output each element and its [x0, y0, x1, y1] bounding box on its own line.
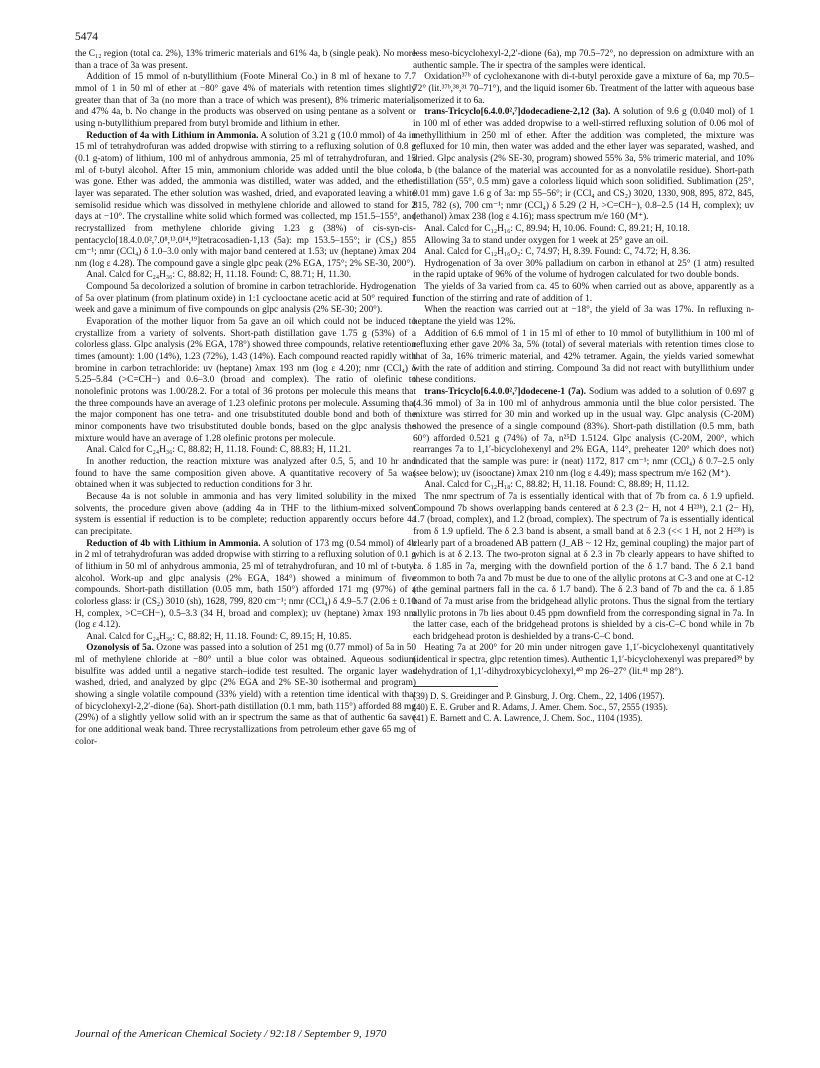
paragraph-text: Allowing 3a to stand under oxygen for 1 week at 25° gave an oil. [424, 235, 669, 246]
paragraph [413, 643, 754, 678]
paragraph [413, 49, 754, 72]
reference-item: (40) E. E. Gruber and R. Adams, J. Amer. Chem. Soc., 57, 2555 (1935). [413, 702, 668, 713]
paragraph [413, 305, 754, 328]
paragraph-text: Hydrogenation of 3a over 30% palladium on carbon in ethanol at 25° (1 atm) resulted in the rapid uptake of 96% of the volume of hydrogen calculated for two double bonds. [413, 258, 754, 281]
references [413, 691, 754, 723]
section-heading: Reduction of 4a with Lithium in Ammonia. [86, 130, 259, 141]
paragraph [413, 387, 754, 480]
paragraph [413, 224, 754, 236]
paragraph [75, 643, 416, 748]
section-heading: trans-Tricyclo[6.4.0.0²,⁷]dodecadiene-2,12 (3a). [424, 107, 611, 118]
paragraph [75, 539, 416, 632]
paragraph [413, 480, 754, 492]
paragraph-text: Ozone was passed into a solution of 251 mg (0.77 mmol) of 5a in 50 ml of methylene chloride at −80° until a blue color was obtained. Aqueous sodium bisulfite was added until a negative starch–iodide test resulted. The organic layer was washed, dried, and analyzed by glpc (2% EGA and 2% SE-30 isothermal and program) showing a single volatile compound (33% yield) with a retention time identical with that of bicyclohexyl-2,2′-dione (6a). Short-path distillation (0.1 mm, bath 115°) afforded 88 mg (29%) of a slightly yellow solid with an ir spectrum the same as that of authentic 6a save for one additional weak band. Three recrystallizations from petroleum ether gave 65 mg of color- [75, 643, 416, 747]
paragraph-text: Anal. Calcd for C₂₄H₃₆: C, 88.82; H, 11.18. Found: C, 88.83; H, 11.21. [86, 445, 352, 456]
paragraph-text: less meso-bicyclohexyl-2,2′-dione (6a), mp 70.5–72°, no depression on admixture with an authentic sample. The ir spectra of the samples were identical. [413, 49, 754, 71]
paragraph-text: Anal. Calcd for C₁₂H₁₆O₂: C, 74.97; H, 8.39. Found: C, 74.72; H, 8.36. [424, 247, 691, 258]
footnote-rule [413, 686, 498, 687]
paragraph-text: Anal. Calcd for C₂₄H₃₆: C, 88.82; H, 11.18. Found: C, 88.71; H, 11.30. [86, 270, 352, 281]
paragraph [413, 282, 754, 305]
section-heading: Ozonolysis of 5a. [86, 643, 154, 654]
paragraph [75, 49, 416, 72]
paragraph-text: Addition of 15 mmol of n-butyllithium (Foote Mineral Co.) in 8 ml of hexane to 7.7 mmol of 1 in 50 ml of ether at −80° gave 4% of materials with retention times slightly greater than that of 3a (no more than a trace of which was present), 8% trimeric material, and 47% 4a, b. No change in the products was observed on using pentane as a solvent or using n-butyllithium prepared from butyl bromide and lithium in ether. [75, 72, 416, 129]
paragraph [413, 72, 754, 107]
paragraph-text: A solution of 173 mg (0.54 mmol) of 4b in 2 ml of tetrahydrofuran was added dropwise with stirring to a refluxing solution of 0.1 g of lithium in 50 ml of anhydrous ammonia, 25 ml of tetrahydrofuran, and 10 ml of t-butyl alcohol. Work-up and glpc analysis (2% EGA, 184°) showed a minimum of five compounds. Short-path distillation (0.05 mm, bath 150°) afforded 171 mg (97%) of a colorless glass: ir (CS₂) 3010 (sh), 1628, 799, 820 cm⁻¹; nmr (CCl₄) δ 4.9–5.7 (2.06 ± 0.10 H, complex, >C=CH−), 0.5–3.3 (34 H, broad and complex); uv (heptane) λmax 193 nm (log ε 4.12). [75, 538, 417, 631]
paragraph [75, 445, 416, 457]
left-column [75, 49, 416, 748]
paragraph-text: Anal. Calcd for C₂₄H₃₆: C, 88.82; H, 11.18. Found: C, 89.15; H, 10.85. [86, 631, 352, 642]
section-heading: trans-Tricyclo[6.4.0.0²,⁷]dodecene-1 (7a). [424, 387, 587, 398]
paragraph [413, 259, 754, 282]
paragraph [75, 492, 416, 539]
paragraph [413, 236, 754, 248]
paragraph-text: Evaporation of the mother liquor from 5a gave an oil which could not be induced to crystallize from a variety of solvents. Short-path distillation gave 1.75 g (53%) of a colorless glass. Glpc analysis (2% EGA, 178°) showed three compounds, relative retention times (amount): 1.00 (14%), 1.23 (72%), 1.43 (14%). Each compound reacted rapidly with bromine in carbon tetrachloride: uv (heptane) λmax 193 nm (log ε 4.20); nmr (CCl₄) δ 5.25–5.84 (>C=CH−) and 0.6–3.0 (broad and complex). The ratio of olefinic to nonolefinic protons was 1.00/28.2. For a total of 36 protons per molecule this means that the three compounds have an average of 1.23 olefinic protons per molecule. Assuming that the major component has one tetra- and one trisubstituted double bond and both of the minor components have two trisubstituted double bonds, based on the glpc analysis the mixture would have an average of 1.28 olefinic protons per molecule. [75, 317, 416, 444]
paragraph-text: Sodium was added to a solution of 0.697 g (4.36 mmol) of 3a in 100 ml of anhydrous ammonia until the blue color persisted. The mixture was stirred for 30 min and worked up in the usual way. Glpc analysis (C-20M) showed the presence of a single compound (83%). Short-path distillation (0.5 mm, bath 60°) afforded 0.521 g (74%) of 7a, n²⁵D 1.5124. Glpc analysis (C-20M, 200°, which rearranges 7a to 1,1′-bicyclohexenyl and 2% EGA, 114°, preheater 120° which does not) indicated that the sample was pure: ir (neat) 1172, 817 cm⁻¹; nmr (CCl₄) δ 0.7–2.5 only (see below); uv (isooctane) λmax 210 nm (log ε 4.49); mass spectrum m/e 162 (M⁺). [413, 387, 754, 479]
paragraph [413, 492, 754, 644]
section-heading: Reduction of 4b with Lithium in Ammonia. [86, 538, 261, 549]
paragraph [75, 632, 416, 644]
reference-item: (39) D. S. Greidinger and P. Ginsburg, J. Org. Chem., 22, 1406 (1957). [413, 691, 665, 702]
paragraph [75, 72, 416, 130]
paragraph [75, 282, 416, 317]
page-number: 5474 [75, 31, 98, 43]
paragraph-text: In another reduction, the reaction mixture was analyzed after 0.5, 5, and 10 hr and found to have the same composition given above. A quantitative recovery of 5a was obtained when it was subjected to reduction conditions for 3 hr. [75, 456, 416, 491]
paragraph-text: the C₁₂ region (total ca. 2%), 13% trimeric materials and 61% 4a, b (single peak). No more than a trace of 3a was present. [75, 49, 416, 71]
paragraph [75, 131, 416, 271]
paragraph-text: Anal. Calcd for C₁₂H₁₈: C, 88.82; H, 11.18. Found: C, 88.89; H, 11.12. [424, 480, 690, 491]
right-column [413, 49, 754, 724]
paragraph-text: The yields of 3a varied from ca. 45 to 60% when carried out as above, apparently as a function of the stirring and rate of addition of 1. [413, 282, 754, 304]
paragraph [413, 107, 754, 224]
paragraph-text: Anal. Calcd for C₁₂H₁₆: C, 89.94; H, 10.06. Found: C, 89.21; H, 10.18. [424, 223, 690, 234]
paragraph-text: Addition of 6.6 mmol of 1 in 15 ml of ether to 10 mmol of butyllithium in 100 ml of refluxing ether gave 20% 3a, 5% (total) of several materials with retention times close to that of 3a, 16% trimeric material, and 42% tetramer. Again, the yields varied somewhat with the rate of addition and stirring. Compound 3a did not react with butyllithium under these conditions. [413, 328, 754, 386]
paragraph [413, 329, 754, 387]
reference-item: (41) E. Barnett and C. A. Lawrence, J. Chem. Soc., 1104 (1935). [413, 713, 643, 724]
paragraph-text: When the reaction was carried out at −18°, the yield of 3a was 17%. In refluxing n-heptane the yield was 12%. [413, 305, 754, 328]
paragraph-text: Compound 5a decolorized a solution of bromine in carbon tetrachloride. Hydrogenation of 5a over platinum (from platinum oxide) in 1:1 cyclooctane acetic acid at 50° required 1 week and gave a minimum of five compounds on glpc analysis (2% SE-30; 200°). [75, 282, 416, 316]
paragraph [75, 317, 416, 445]
paragraph-text: Because 4a is not soluble in ammonia and has very limited solubility in the mixed solvents, the procedure given above (adding 4a in THF to the lithium-mixed solvent system is essential if reduction is to be complete; reduction apparently occurs before 4a can precipitate. [75, 491, 416, 537]
paragraph-text: The nmr spectrum of 7a is essentially identical with that of 7b from ca. δ 1.9 upfield. Compound 7b shows overlapping bands centered at δ 2.3 (2− H, not 4 H²³ᵇ), 2.1 (2− H), 1.7 (broad, complex), and 1.2 (broad, complex). The spectrum of 7a is essentially identical from δ 1.9 upfield. The δ 2.3 band is absent, a small band at δ 2.3 (<< 1 H, not 2 H²³ᵇ) is clearly part of a broadened AB pattern (J_AB ~ 12 Hz, geminal coupling) the major part of which is at δ 2.13. The two-proton signal at δ 2.3 in 7b clearly appears to have shifted to ca. δ 1.85 in 7a, merging with the downfield portion of the δ 1.7 band. The δ 2.1 band common to both 7a and 7b must be due to one of the allylic protons at C-3 and one at C-12 (the geminal partners fall in the ca. δ 1.7 band). The δ 2.3 band of 7b and the ca. δ 1.85 band of 7a must arise from the bridgehead allylic protons. Thus the signal from the tertiary allylic protons in 7b lies about 0.45 ppm downfield from the corresponding signal in 7a. In the latter case, each of the bridgehead protons is shielded by a cis-C–C bond while in 7b each bridgehead proton is deshielded by a trans-C–C bond. [413, 491, 754, 642]
paragraph-text: A solution of 3.21 g (10.0 mmol) of 4a in 15 ml of tetrahydrofuran was added dropwise with stirring to a refluxing solution of 0.8 g (0.1 g-atom) of lithium, 100 ml of anhydrous ammonia, 25 ml of tetrahydrofuran, and 15 ml of t-butyl alcohol. After 15 min, ammonium chloride was added until the blue color was gone. Ether was added, the ammonia was distilled, water was added, and the ether layer was separated. The ether solution was washed, dried, and evaporated leaving a white semisolid residue which was dissolved in methylene chloride and allowed to stand for 2 days at −10°. The crystalline white solid which formed was collected, mp 151.5–155°, and recrystallized from methylene chloride giving 1.23 g (38%) of cis-syn-cis-pentacyclo[18.4.0.0²,⁷.0⁸,¹³.0¹⁴,¹⁹]tetracosadien-1,13 (5a): mp 153.5–155°; ir (CS₂) 855 cm⁻¹; nmr (CCl₄) δ 1.0–3.0 only with major band centered at 1.53; uv (heptane) λmax 204 nm (log ε 4.28). The compound gave a single glpc peak (2% EGA, 175°; 2% SE-30, 200°). [75, 130, 416, 269]
paragraph [75, 457, 416, 492]
paragraph [75, 270, 416, 282]
journal-footer: Journal of the American Chemical Society / 92:18 / September 9, 1970 [75, 1028, 387, 1040]
paragraph [413, 247, 754, 259]
paragraph-text: Heating 7a at 200° for 20 min under nitrogen gave 1,1′-bicyclohexenyl quantitatively (identical ir spectra, glpc retention times). Authentic 1,1′-bicyclohexenyl was prepared³⁹ by dehydration of 1,1′-dihydroxybicyclohexyl,⁴⁰ mp 26–27° (lit.⁴¹ mp 28°). [413, 643, 754, 677]
right-column-body [413, 49, 754, 678]
paragraph-text: Oxidation³⁷ᵇ of cyclohexanone with di-t-butyl peroxide gave a mixture of 6a, mp 70.5–72° (lit.³⁷ᵇ,³⁸,³¹ 70–71°), and the liquid isomer 6b. Treatment of the latter with aqueous base isomerized it to 6a. [413, 72, 754, 106]
paragraph-text: A solution of 9.6 g (0.040 mol) of 1 in 100 ml of ether was added dropwise to a well-stirred refluxing solution of 0.06 mol of methyllithium in 250 ml of ether. After the addition was completed, the mixture was refluxed for 10 min, then water was added and the ether layer was separated, washed, and dried. Glpc analysis (2% SE-30, program) showed 55% 3a, 5% trimeric material, and 10% 4a, b (the balance of the material was accounted for as a nonvolatile residue). Short-path distillation (55°, 0.5 mm) gave a colorless liquid which soon solidified. Sublimation (25°, 0.01 mm) gave 1.6 g of 3a: mp 55–56°; ir (CCl₄ and CS₂) 3020, 1330, 908, 895, 872, 845, 815, 782 (s), 700 cm⁻¹; nmr (CCl₄) δ 5.29 (2 H, >C=CH−), 0.8–2.5 (14 H, complex); uv (ethanol) λmax 238 (log ε 4.16); mass spectrum m/e 160 (M⁺). [413, 107, 755, 223]
